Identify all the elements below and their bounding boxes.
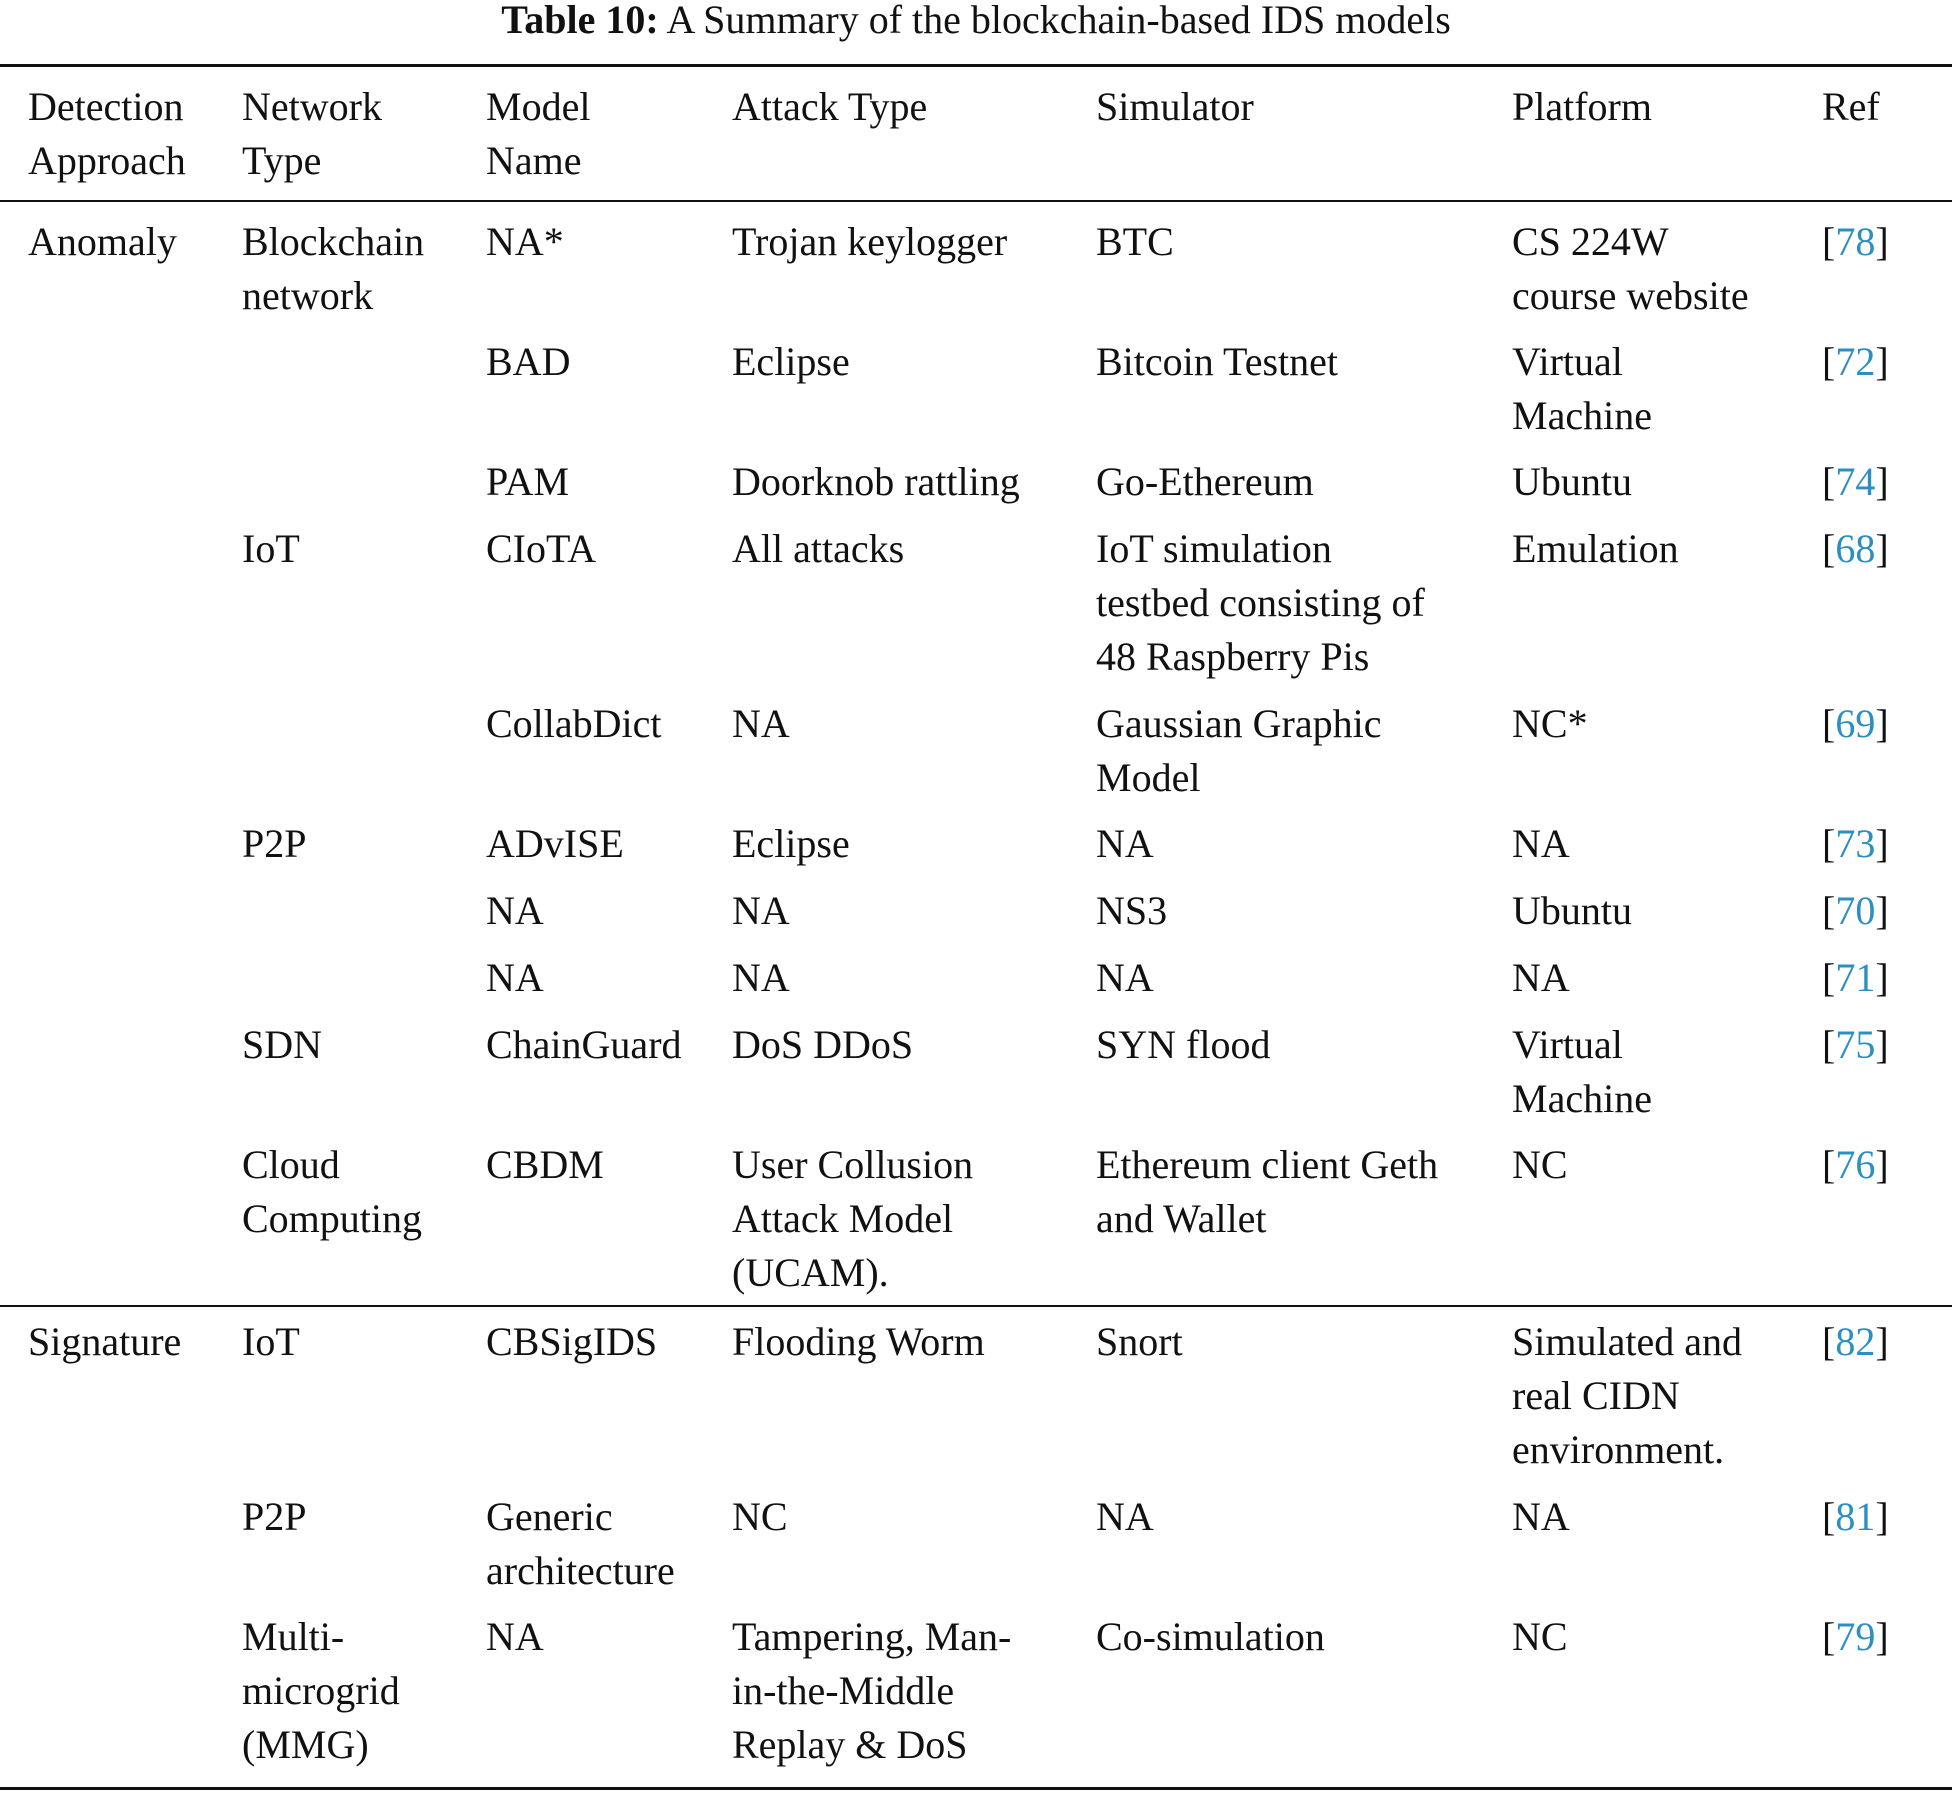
simulator-cell (1096, 215, 1174, 269)
ref-bracket-close: ] (1875, 526, 1889, 571)
cell-line: Generic (486, 1494, 613, 1539)
citation-link[interactable]: 69 (1835, 701, 1876, 746)
ref-bracket-open: [ (1822, 526, 1836, 571)
platform-cell (1512, 1610, 1568, 1664)
citation-link[interactable]: 68 (1835, 526, 1876, 571)
model-cell (486, 1610, 544, 1664)
cell-line: Tampering, Man- (732, 1614, 1012, 1659)
cell-line: Network (242, 84, 382, 129)
cell-line: Detection (28, 84, 184, 129)
cell-line: CollabDict (486, 701, 662, 746)
model-cell (486, 697, 662, 751)
ref-cell (1822, 215, 1889, 269)
attack-cell (732, 1315, 985, 1369)
cell-line: Machine (1512, 1076, 1652, 1121)
cell-line: Attack Type (732, 84, 928, 129)
model-cell (486, 884, 544, 938)
citation-link[interactable]: 79 (1835, 1614, 1876, 1659)
platform-cell (1512, 522, 1679, 576)
cell-line: testbed consisting of (1096, 580, 1425, 625)
cell-line: CBDM (486, 1142, 604, 1187)
model-cell (486, 951, 544, 1005)
network-cell (242, 817, 307, 871)
ref-bracket-open: [ (1822, 219, 1836, 264)
simulator-cell (1096, 335, 1338, 389)
ref-bracket-open: [ (1822, 1494, 1836, 1539)
cell-line: CIoTA (486, 526, 597, 571)
cell-line: Virtual (1512, 1022, 1623, 1067)
cell-line: IoT (242, 1319, 300, 1364)
citation-link[interactable]: 82 (1835, 1319, 1876, 1364)
header-rule (0, 200, 1952, 202)
ref-bracket-open: [ (1822, 1142, 1836, 1187)
platform-cell (1512, 817, 1570, 871)
cell-line: SYN flood (1096, 1022, 1271, 1067)
citation-link[interactable]: 73 (1835, 821, 1876, 866)
platform-cell (1512, 1018, 1652, 1126)
caption-label: Table 10: (501, 0, 659, 42)
cell-line: Snort (1096, 1319, 1183, 1364)
ref-cell (1822, 817, 1889, 871)
network-cell (242, 1490, 307, 1544)
cell-line: Replay & DoS (732, 1722, 968, 1767)
model-cell (486, 1490, 675, 1598)
cell-line: Type (242, 138, 322, 183)
ref-bracket-close: ] (1875, 955, 1889, 1000)
citation-link[interactable]: 72 (1835, 339, 1876, 384)
ref-bracket-close: ] (1875, 219, 1889, 264)
cell-line: Cloud (242, 1142, 340, 1187)
header-attack-type (732, 80, 927, 134)
cell-line: Ubuntu (1512, 459, 1632, 504)
platform-cell (1512, 1490, 1570, 1544)
cell-line: Simulated and (1512, 1319, 1742, 1364)
cell-line: NA (732, 888, 790, 933)
cell-line: Attack Model (732, 1196, 954, 1241)
simulator-cell (1096, 697, 1381, 805)
cell-line: NA (486, 888, 544, 933)
cell-line: Doorknob rattling (732, 459, 1020, 504)
platform-cell (1512, 697, 1588, 751)
cell-line: NS3 (1096, 888, 1168, 933)
simulator-cell (1096, 951, 1154, 1005)
network-cell (242, 522, 300, 576)
citation-link[interactable]: 71 (1835, 955, 1876, 1000)
ref-cell (1822, 1490, 1889, 1544)
model-cell (486, 1315, 657, 1369)
cell-line: environment. (1512, 1427, 1725, 1472)
cell-line: NA (486, 955, 544, 1000)
cell-line: (UCAM). (732, 1250, 889, 1295)
cell-line: in-the-Middle (732, 1668, 955, 1713)
cell-line: NA (732, 701, 790, 746)
section-rule (0, 1305, 1952, 1307)
platform-cell (1512, 884, 1632, 938)
cell-line: microgrid (242, 1668, 400, 1713)
caption-text: A Summary of the blockchain-based IDS models (666, 0, 1451, 42)
simulator-cell (1096, 1315, 1183, 1369)
cell-line: 48 Raspberry Pis (1096, 634, 1370, 679)
cell-line: NA (1512, 821, 1570, 866)
cell-line: Blockchain (242, 219, 425, 264)
ref-bracket-open: [ (1822, 821, 1836, 866)
header-detection-approach (28, 80, 186, 188)
cell-line: CBSigIDS (486, 1319, 658, 1364)
attack-cell (732, 335, 850, 389)
cell-line: CS 224W (1512, 219, 1669, 264)
attack-cell (732, 522, 904, 576)
ref-bracket-open: [ (1822, 955, 1836, 1000)
cell-line: course website (1512, 273, 1749, 318)
attack-cell (732, 1490, 788, 1544)
ref-cell (1822, 335, 1889, 389)
simulator-cell (1096, 1610, 1325, 1664)
cell-line: NC (1512, 1142, 1568, 1187)
ref-bracket-open: [ (1822, 459, 1836, 504)
cell-line: NC (732, 1494, 788, 1539)
simulator-cell (1096, 522, 1425, 684)
attack-cell (732, 1610, 1011, 1772)
cell-line: NA (1096, 821, 1154, 866)
cell-line: Platform (1512, 84, 1652, 129)
platform-cell (1512, 1315, 1742, 1477)
attack-cell (732, 697, 790, 751)
cell-line: and Wallet (1096, 1196, 1267, 1241)
cell-line: Co-simulation (1096, 1614, 1325, 1659)
cell-line: Simulator (1096, 84, 1254, 129)
cell-line: P2P (242, 1494, 307, 1539)
ref-bracket-close: ] (1875, 821, 1889, 866)
simulator-cell (1096, 1018, 1270, 1072)
top-rule (0, 64, 1952, 67)
cell-line: Flooding Worm (732, 1319, 985, 1364)
platform-cell (1512, 335, 1652, 443)
ref-bracket-open: [ (1822, 701, 1836, 746)
ref-bracket-open: [ (1822, 1022, 1836, 1067)
cell-line: P2P (242, 821, 307, 866)
network-cell (242, 1018, 322, 1072)
simulator-cell (1096, 1490, 1154, 1544)
table-caption (0, 0, 1952, 40)
cell-line: Machine (1512, 393, 1652, 438)
ref-bracket-close: ] (1875, 1142, 1889, 1187)
cell-line: NC (1512, 1614, 1568, 1659)
cell-line: (MMG) (242, 1722, 369, 1767)
platform-cell (1512, 951, 1570, 1005)
network-cell (242, 1138, 422, 1246)
model-cell (486, 817, 624, 871)
approach-cell (28, 215, 177, 269)
ref-bracket-close: ] (1875, 1022, 1889, 1067)
ref-cell (1822, 1610, 1889, 1664)
cell-line: NA (1096, 955, 1154, 1000)
ref-bracket-close: ] (1875, 1319, 1889, 1364)
cell-line: Gaussian Graphic (1096, 701, 1382, 746)
cell-line: Signature (28, 1319, 182, 1364)
attack-cell (732, 951, 790, 1005)
simulator-cell (1096, 1138, 1438, 1246)
cell-line: architecture (486, 1548, 675, 1593)
simulator-cell (1096, 817, 1154, 871)
approach-cell (28, 1315, 181, 1369)
cell-line: BTC (1096, 219, 1174, 264)
network-cell (242, 215, 424, 323)
model-cell (486, 455, 569, 509)
cell-line: Eclipse (732, 339, 850, 384)
cell-line: Eclipse (732, 821, 850, 866)
citation-link[interactable]: 74 (1835, 459, 1876, 504)
citation-link[interactable]: 76 (1835, 1142, 1876, 1187)
cell-line: Ethereum client Geth (1096, 1142, 1439, 1187)
citation-link[interactable]: 75 (1835, 1022, 1876, 1067)
cell-line: SDN (242, 1022, 323, 1067)
model-cell (486, 335, 570, 389)
platform-cell (1512, 1138, 1568, 1192)
network-cell (242, 1610, 400, 1772)
cell-line: Anomaly (28, 219, 177, 264)
citation-link[interactable]: 81 (1835, 1494, 1876, 1539)
ref-bracket-open: [ (1822, 888, 1836, 933)
cell-line: Model (486, 84, 591, 129)
cell-line: Bitcoin Testnet (1096, 339, 1338, 384)
citation-link[interactable]: 70 (1835, 888, 1876, 933)
ref-cell (1822, 884, 1889, 938)
platform-cell (1512, 455, 1632, 509)
ref-cell (1822, 1018, 1889, 1072)
citation-link[interactable]: 78 (1835, 219, 1876, 264)
cell-line: Trojan keylogger (732, 219, 1008, 264)
cell-line: IoT (242, 526, 300, 571)
cell-line: Computing (242, 1196, 423, 1241)
ref-bracket-open: [ (1822, 1614, 1836, 1659)
header-ref (1822, 80, 1880, 134)
model-cell (486, 522, 596, 576)
cell-line: ADvISE (486, 821, 624, 866)
header-simulator (1096, 80, 1254, 134)
attack-cell (732, 215, 1007, 269)
cell-line: Approach (28, 138, 186, 183)
ref-cell (1822, 522, 1889, 576)
cell-line: network (242, 273, 374, 318)
header-model-name (486, 80, 590, 188)
cell-line: All attacks (732, 526, 905, 571)
ref-bracket-close: ] (1875, 701, 1889, 746)
ref-bracket-close: ] (1875, 1614, 1889, 1659)
ref-bracket-close: ] (1875, 459, 1889, 504)
ref-bracket-close: ] (1875, 888, 1889, 933)
network-cell (242, 1315, 300, 1369)
ref-bracket-open: [ (1822, 1319, 1836, 1364)
model-cell (486, 215, 564, 269)
cell-line: NC* (1512, 701, 1588, 746)
cell-line: Virtual (1512, 339, 1623, 384)
cell-line: User Collusion (732, 1142, 974, 1187)
bottom-rule (0, 1787, 1952, 1790)
attack-cell (732, 1138, 973, 1300)
header-platform (1512, 80, 1652, 134)
cell-line: PAM (486, 459, 570, 504)
platform-cell (1512, 215, 1749, 323)
model-cell (486, 1018, 682, 1072)
simulator-cell (1096, 884, 1167, 938)
attack-cell (732, 455, 1020, 509)
attack-cell (732, 1018, 913, 1072)
cell-line: NA (1096, 1494, 1154, 1539)
cell-line: Ubuntu (1512, 888, 1632, 933)
cell-line: Name (486, 138, 582, 183)
simulator-cell (1096, 455, 1314, 509)
cell-line: NA* (486, 219, 564, 264)
ref-bracket-close: ] (1875, 339, 1889, 384)
cell-line: NA (732, 955, 790, 1000)
attack-cell (732, 817, 850, 871)
cell-line: NA (486, 1614, 544, 1659)
cell-line: real CIDN (1512, 1373, 1680, 1418)
model-cell (486, 1138, 604, 1192)
ref-cell (1822, 1138, 1889, 1192)
cell-line: BAD (486, 339, 571, 384)
cell-line: IoT simulation (1096, 526, 1332, 571)
cell-line: DoS DDoS (732, 1022, 914, 1067)
cell-line: NA (1512, 1494, 1570, 1539)
cell-line: Multi- (242, 1614, 345, 1659)
ref-cell (1822, 455, 1889, 509)
ref-bracket-open: [ (1822, 339, 1836, 384)
header-network-type (242, 80, 382, 188)
cell-line: Ref (1822, 84, 1880, 129)
cell-line: ChainGuard (486, 1022, 682, 1067)
ref-cell (1822, 697, 1889, 751)
attack-cell (732, 884, 790, 938)
cell-line: Emulation (1512, 526, 1679, 571)
ref-cell (1822, 951, 1889, 1005)
ref-cell (1822, 1315, 1889, 1369)
cell-line: Model (1096, 755, 1201, 800)
cell-line: Go-Ethereum (1096, 459, 1314, 504)
ref-bracket-close: ] (1875, 1494, 1889, 1539)
cell-line: NA (1512, 955, 1570, 1000)
